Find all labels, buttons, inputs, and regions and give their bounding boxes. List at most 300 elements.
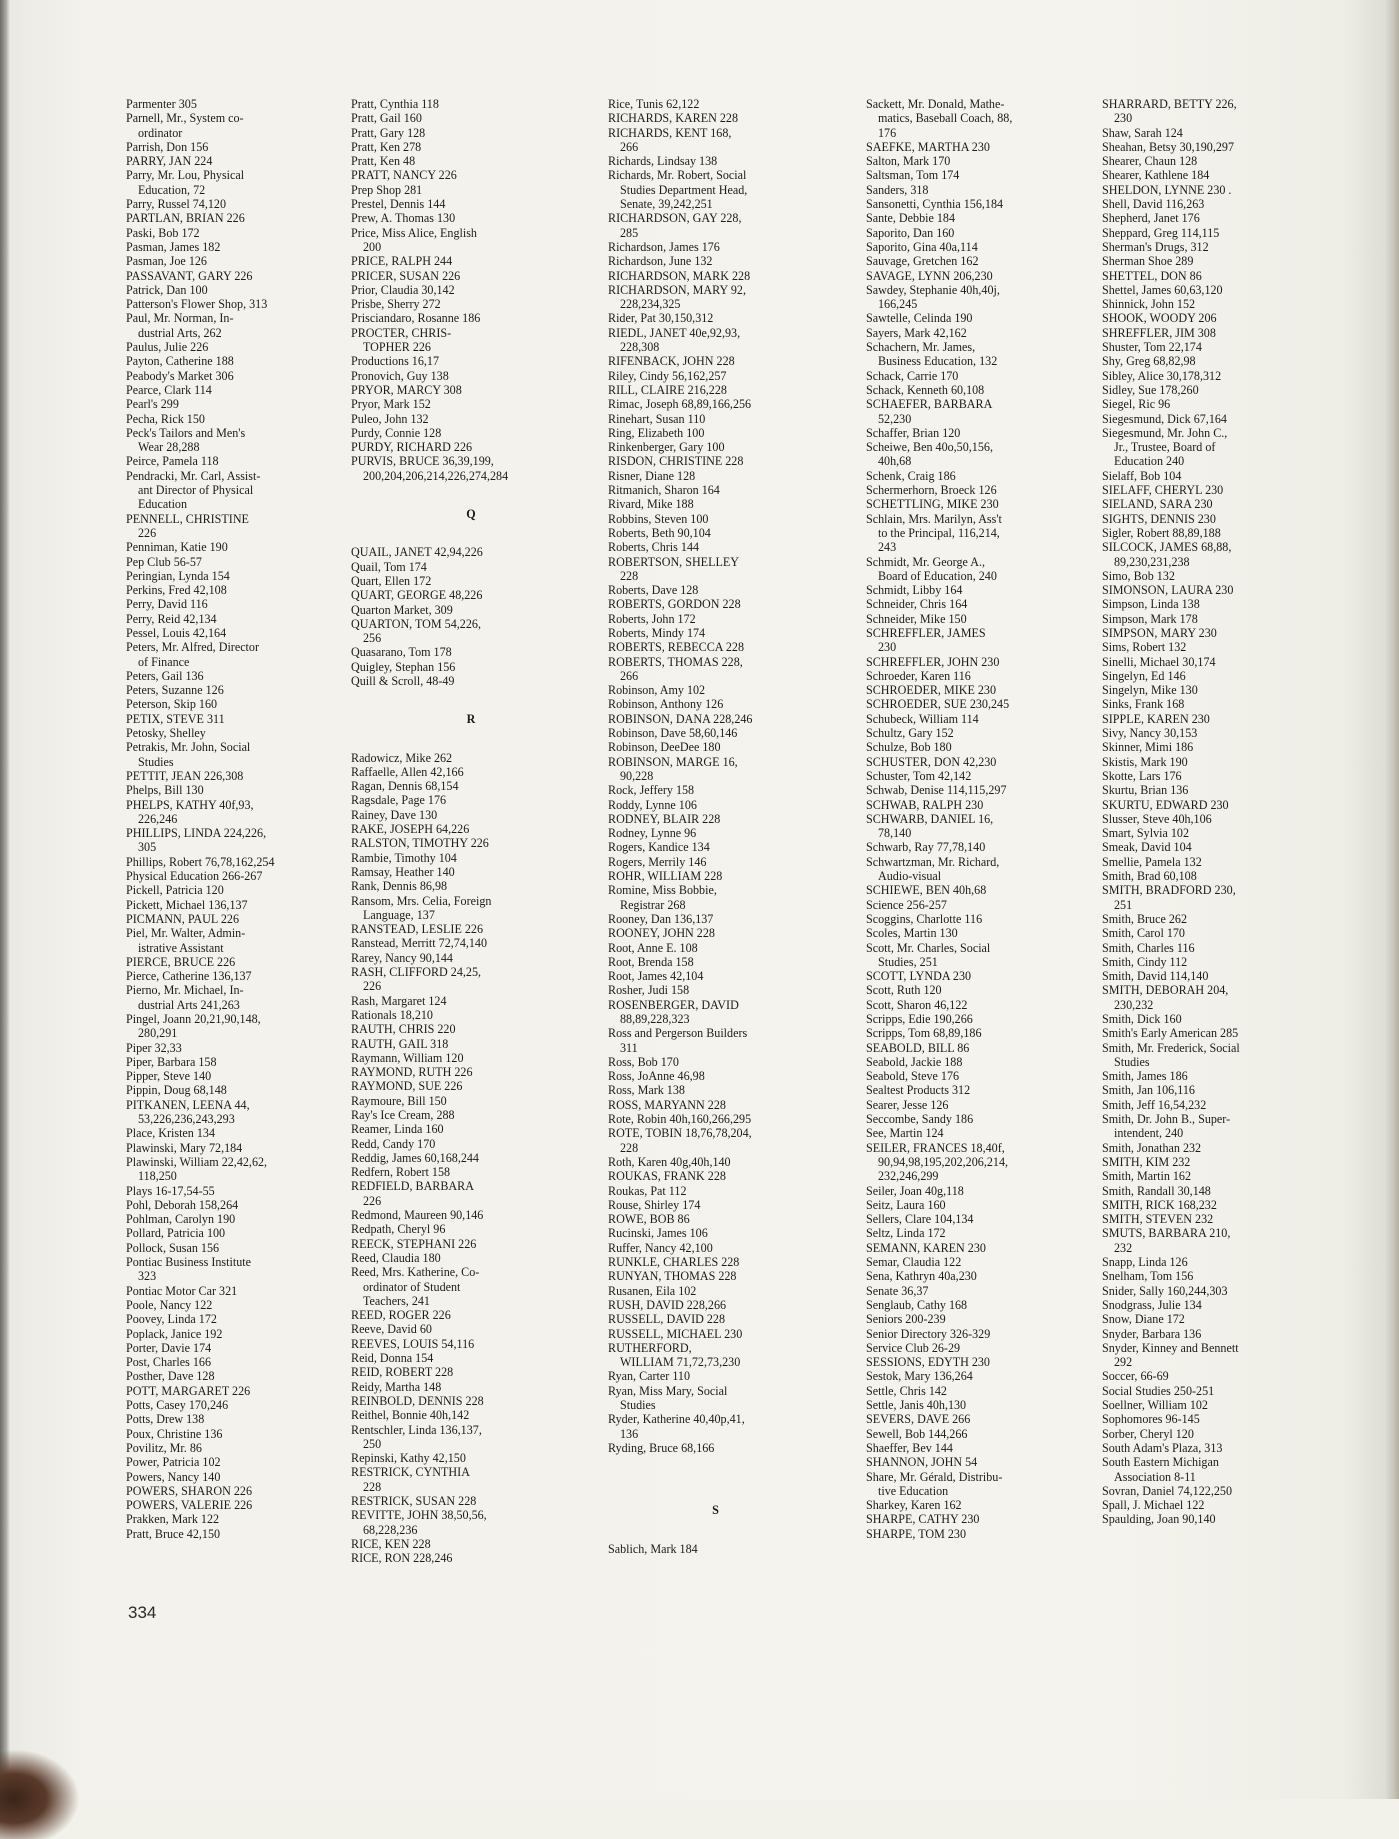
index-entry: Seiler, Joan 40g,118 bbox=[866, 1183, 964, 1198]
index-entry: Schlain, Mrs. Marilyn, Ass't bbox=[866, 511, 1002, 526]
index-entry: RILL, CLAIRE 216,228 bbox=[608, 382, 727, 397]
index-entry-continuation: 90,228 bbox=[620, 768, 654, 783]
index-entry: Science 256-257 bbox=[866, 897, 947, 912]
index-entry: Pratt, Ken 48 bbox=[351, 154, 416, 169]
index-entry: SHOOK, WOODY 206 bbox=[1102, 311, 1217, 326]
index-entry: Simo, Bob 132 bbox=[1102, 568, 1175, 583]
index-entry: Poole, Nancy 122 bbox=[126, 1297, 213, 1312]
index-entry: Patrick, Dan 100 bbox=[126, 282, 208, 297]
index-entry: Romine, Miss Bobbie, bbox=[608, 883, 717, 898]
index-entry: Rambie, Timothy 104 bbox=[351, 850, 457, 865]
index-entry-continuation: TOPHER 226 bbox=[363, 340, 431, 355]
index-entry: Rogers, Merrily 146 bbox=[608, 854, 707, 869]
index-entry: Saltsman, Tom 174 bbox=[866, 168, 960, 183]
index-entry-continuation: intendent, 240 bbox=[1114, 1126, 1184, 1141]
index-entry: PASSAVANT, GARY 226 bbox=[126, 268, 253, 283]
index-entry: Roberts, John 172 bbox=[608, 611, 696, 626]
index-entry: Redd, Candy 170 bbox=[351, 1136, 436, 1151]
index-entry-continuation: 53,226,236,243,293 bbox=[138, 1112, 235, 1127]
index-entry: SKURTU, EDWARD 230 bbox=[1102, 797, 1229, 812]
index-column-2 bbox=[351, 97, 591, 1566]
index-entry: Roberts, Beth 90,104 bbox=[608, 525, 711, 540]
index-entry: Perry, Reid 42,134 bbox=[126, 611, 217, 626]
index-entry: Skistis, Mark 190 bbox=[1102, 754, 1188, 769]
index-entry: SAEFKE, MARTHA 230 bbox=[866, 139, 990, 154]
index-entry-continuation: WILLIAM 71,72,73,230 bbox=[620, 1355, 741, 1370]
index-entry: Reeve, David 60 bbox=[351, 1322, 432, 1337]
index-entry: Rogers, Kandice 134 bbox=[608, 840, 710, 855]
index-entry: South Adam's Plaza, 313 bbox=[1102, 1440, 1223, 1455]
index-entry: Spall, J. Michael 122 bbox=[1102, 1498, 1205, 1513]
index-entry: Sauvage, Gretchen 162 bbox=[866, 254, 979, 269]
index-entry: SEVERS, DAVE 266 bbox=[866, 1412, 971, 1427]
index-entry: Skurtu, Brian 136 bbox=[1102, 783, 1189, 798]
index-entry: Payton, Catherine 188 bbox=[126, 354, 234, 369]
index-entry: Schroeder, Karen 116 bbox=[866, 668, 971, 683]
index-entry: Soellner, William 102 bbox=[1102, 1398, 1208, 1413]
index-entry: Share, Mr. Gérald, Distribu- bbox=[866, 1469, 1003, 1484]
index-entry: Pollard, Patricia 100 bbox=[126, 1226, 226, 1241]
index-entry-continuation: Studies Department Head, bbox=[620, 182, 748, 197]
index-entry: ROHR, WILLIAM 228 bbox=[608, 869, 723, 884]
index-entry: RISDON, CHRISTINE 228 bbox=[608, 454, 744, 469]
index-entry: Phelps, Bill 130 bbox=[126, 783, 204, 798]
index-entry: Redpath, Cheryl 96 bbox=[351, 1222, 446, 1237]
index-entry: See, Martin 124 bbox=[866, 1126, 944, 1141]
index-entry: Schack, Carrie 170 bbox=[866, 368, 959, 383]
index-entry: Sims, Robert 132 bbox=[1102, 640, 1187, 655]
index-entry-continuation: 52,230 bbox=[878, 411, 912, 426]
index-entry: Root, James 42,104 bbox=[608, 969, 704, 984]
index-entry: Richards, Lindsay 138 bbox=[608, 154, 718, 169]
index-entry: Snider, Sally 160,244,303 bbox=[1102, 1283, 1228, 1298]
index-entry: RESTRICK, SUSAN 228 bbox=[351, 1494, 477, 1509]
index-entry: Pipper, Steve 140 bbox=[126, 1069, 212, 1084]
index-entry: Schenk, Craig 186 bbox=[866, 468, 956, 483]
index-entry: RUNKLE, CHARLES 228 bbox=[608, 1255, 740, 1270]
index-entry: Schmidt, Libby 164 bbox=[866, 583, 963, 598]
index-entry: PENNELL, CHRISTINE bbox=[126, 511, 249, 526]
spacer bbox=[608, 1455, 823, 1467]
index-entry-continuation: 251 bbox=[1114, 897, 1133, 912]
index-entry: Smith, Randall 30,148 bbox=[1102, 1183, 1211, 1198]
index-entry-continuation: Jr., Trustee, Board of bbox=[1114, 440, 1216, 455]
index-entry: Parry, Russel 74,120 bbox=[126, 197, 226, 212]
index-entry: Scheiwe, Ben 40o,50,156, bbox=[866, 440, 993, 455]
index-entry: Scripps, Edie 190,266 bbox=[866, 1012, 973, 1026]
index-entry: Sablich, Mark 184 bbox=[608, 1541, 698, 1556]
index-entry-continuation: Studies, 251 bbox=[878, 954, 938, 969]
index-entry: RODNEY, BLAIR 228 bbox=[608, 811, 721, 826]
index-entry: Ring, Elizabeth 100 bbox=[608, 425, 705, 440]
index-entry: Plawinski, Mary 72,184 bbox=[126, 1140, 243, 1155]
index-entry-continuation: Studies bbox=[138, 754, 174, 769]
index-entry: Ross and Pergerson Builders bbox=[608, 1026, 748, 1041]
index-entry-continuation: Language, 137 bbox=[363, 907, 435, 922]
index-entry: Phillips, Robert 76,78,162,254 bbox=[126, 854, 275, 869]
index-entry-continuation: 226,246 bbox=[138, 811, 178, 826]
index-entry: Plays 16-17,54-55 bbox=[126, 1183, 215, 1198]
index-entry: SCHROEDER, MIKE 230 bbox=[866, 683, 997, 698]
index-entry: Smeak, David 104 bbox=[1102, 840, 1192, 855]
index-entry: Rote, Robin 40h,160,266,295 bbox=[608, 1112, 752, 1127]
index-entry: Robbins, Steven 100 bbox=[608, 511, 709, 526]
index-entry: Smith, Dr. John B., Super- bbox=[1102, 1112, 1231, 1127]
index-entry: Simpson, Mark 178 bbox=[1102, 611, 1198, 626]
index-entry: SCHETTLING, MIKE 230 bbox=[866, 497, 999, 512]
index-entry-continuation: 305 bbox=[138, 840, 157, 855]
index-entry: Prior, Claudia 30,142 bbox=[351, 282, 455, 297]
index-entry: Sayers, Mark 42,162 bbox=[866, 325, 967, 340]
index-entry: SMUTS, BARBARA 210, bbox=[1102, 1226, 1231, 1241]
index-entry: SCHAEFER, BARBARA bbox=[866, 397, 993, 412]
index-entry: PIERCE, BRUCE 226 bbox=[126, 954, 236, 969]
corner-stain bbox=[0, 1749, 80, 1839]
index-entry: SEABOLD, BILL 86 bbox=[866, 1040, 970, 1055]
index-entry-continuation: 228,308 bbox=[620, 340, 660, 355]
index-entry-continuation: Registrar 268 bbox=[620, 897, 686, 912]
index-entry: Rosher, Judi 158 bbox=[608, 983, 690, 998]
index-entry: Repinski, Kathy 42,150 bbox=[351, 1451, 466, 1466]
section-letter-heading: R bbox=[466, 712, 476, 727]
index-entry: Rivard, Mike 188 bbox=[608, 497, 694, 512]
index-entry: Seniors 200-239 bbox=[866, 1312, 946, 1327]
index-entry-continuation: 228 bbox=[620, 1140, 639, 1155]
index-entry: Pratt, Bruce 42,150 bbox=[126, 1526, 221, 1541]
index-entry: Smith, Jeff 16,54,232 bbox=[1102, 1097, 1207, 1112]
index-entry: Snyder, Barbara 136 bbox=[1102, 1326, 1202, 1341]
index-entry: Rinehart, Susan 110 bbox=[608, 411, 706, 426]
index-entry: Pontiac Business Institute bbox=[126, 1255, 251, 1270]
index-entry: Raffaelle, Allen 42,166 bbox=[351, 764, 464, 779]
index-entry-continuation: Senate, 39,242,251 bbox=[620, 197, 713, 212]
index-entry: Rider, Pat 30,150,312 bbox=[608, 311, 714, 326]
index-entry: Purdy, Connie 128 bbox=[351, 425, 442, 440]
index-entry: Risner, Diane 128 bbox=[608, 468, 696, 483]
index-entry: Simpson, Linda 138 bbox=[1102, 597, 1200, 612]
index-entry: Schack, Kenneth 60,108 bbox=[866, 382, 985, 397]
index-entry: Pratt, Gary 128 bbox=[351, 125, 426, 140]
index-entry: Parmenter 305 bbox=[126, 97, 197, 111]
index-entry: Snow, Diane 172 bbox=[1102, 1312, 1185, 1327]
index-entry: Pronovich, Guy 138 bbox=[351, 368, 449, 383]
index-entry: RIFENBACK, JOHN 228 bbox=[608, 354, 735, 369]
index-entry: PARTLAN, BRIAN 226 bbox=[126, 211, 245, 226]
index-entry: Schulze, Bob 180 bbox=[866, 740, 952, 755]
index-entry: Sinelli, Michael 30,174 bbox=[1102, 654, 1216, 669]
index-entry: SEILER, FRANCES 18,40f, bbox=[866, 1140, 1005, 1155]
index-entry: Skinner, Mimi 186 bbox=[1102, 740, 1194, 755]
index-entry: Petrakis, Mr. John, Social bbox=[126, 740, 251, 755]
index-entry: SHETTEL, DON 86 bbox=[1102, 268, 1202, 283]
index-entry: Sealtest Products 312 bbox=[866, 1083, 971, 1098]
index-entry: Ross, Mark 138 bbox=[608, 1083, 685, 1098]
index-entry: Pratt, Gail 160 bbox=[351, 111, 422, 126]
section-letter-heading: Q bbox=[466, 507, 476, 522]
index-entry: Salton, Mark 170 bbox=[866, 154, 951, 169]
index-entry: Scott, Mr. Charles, Social bbox=[866, 940, 991, 955]
index-entry: Prisbe, Sherry 272 bbox=[351, 297, 441, 312]
index-entry: Riley, Cindy 56,162,257 bbox=[608, 368, 727, 383]
index-entry: Rucinski, James 106 bbox=[608, 1226, 708, 1241]
index-entry: Ragsdale, Page 176 bbox=[351, 793, 447, 808]
index-entry: PITKANEN, LEENA 44, bbox=[126, 1097, 250, 1112]
index-entry: SHARPE, TOM 230 bbox=[866, 1526, 967, 1541]
index-entry: ROBINSON, MARGE 16, bbox=[608, 754, 738, 769]
index-entry: PRICER, SUSAN 226 bbox=[351, 268, 461, 283]
index-entry-continuation: Teachers, 241 bbox=[363, 1293, 430, 1308]
index-entry-continuation: ant Director of Physical bbox=[138, 483, 254, 498]
index-entry: Porter, Davie 174 bbox=[126, 1340, 212, 1355]
index-entry: Sigler, Robert 88,89,188 bbox=[1102, 525, 1221, 540]
index-entry: Scoggins, Charlotte 116 bbox=[866, 911, 983, 926]
index-entry: Parrish, Don 156 bbox=[126, 139, 209, 154]
index-entry-continuation: 280,291 bbox=[138, 1026, 178, 1041]
index-entry-continuation: Education 240 bbox=[1114, 454, 1185, 469]
index-entry-continuation: 292 bbox=[1114, 1355, 1133, 1370]
index-entry: Penniman, Katie 190 bbox=[126, 540, 228, 555]
index-entry: ROBERTS, REBECCA 228 bbox=[608, 640, 745, 655]
index-entry: Schaffer, Brian 120 bbox=[866, 425, 961, 440]
index-entry: Sibley, Alice 30,178,312 bbox=[1102, 368, 1222, 383]
index-entry: SMITH, STEVEN 232 bbox=[1102, 1212, 1214, 1227]
index-entry: Sackett, Mr. Donald, Mathe- bbox=[866, 97, 1005, 111]
index-entry: ROBERTS, THOMAS 228, bbox=[608, 654, 743, 669]
index-entry: Sherman Shoe 289 bbox=[1102, 254, 1194, 269]
index-entry: RUTHERFORD, bbox=[608, 1340, 692, 1355]
index-entry: Scott, Sharon 46,122 bbox=[866, 997, 968, 1012]
index-entry: Shettel, James 60,63,120 bbox=[1102, 282, 1223, 297]
index-entry-continuation: 266 bbox=[620, 139, 639, 154]
index-entry: Shaeffer, Bev 144 bbox=[866, 1440, 953, 1455]
index-entry: Root, Brenda 158 bbox=[608, 954, 694, 969]
index-entry: SCOTT, LYNDA 230 bbox=[866, 969, 972, 984]
index-entry: PRATT, NANCY 226 bbox=[351, 168, 457, 183]
index-entry: Robinson, Anthony 126 bbox=[608, 697, 724, 712]
index-entry: Puleo, John 132 bbox=[351, 411, 429, 426]
page-number: 334 bbox=[128, 1603, 157, 1622]
index-entry: Sovran, Daniel 74,122,250 bbox=[1102, 1483, 1232, 1498]
index-entry-continuation: ordinator of Student bbox=[363, 1279, 461, 1294]
index-entry: Sheahan, Betsy 30,190,297 bbox=[1102, 139, 1235, 154]
index-entry: RALSTON, TIMOTHY 226 bbox=[351, 836, 489, 851]
index-entry-continuation: Wear 28,288 bbox=[138, 440, 200, 455]
index-entry: Siegel, Ric 96 bbox=[1102, 397, 1171, 412]
index-entry: Shell, David 116,263 bbox=[1102, 197, 1205, 212]
index-entry: SHANNON, JOHN 54 bbox=[866, 1455, 978, 1470]
index-entry: RICHARDSON, MARK 228 bbox=[608, 268, 751, 283]
index-entry: RICHARDSON, MARY 92, bbox=[608, 282, 746, 297]
index-entry: Schubeck, William 114 bbox=[866, 711, 979, 726]
index-entry: Perry, David 116 bbox=[126, 597, 208, 612]
index-entry: Singelyn, Mike 130 bbox=[1102, 683, 1198, 698]
index-entry: Perkins, Fred 42,108 bbox=[126, 583, 227, 598]
index-entry: Ryder, Katherine 40,40p,41, bbox=[608, 1412, 745, 1427]
index-entry: Quill & Scroll, 48-49 bbox=[351, 673, 455, 688]
index-entry: Prisciandaro, Rosanne 186 bbox=[351, 311, 481, 326]
index-entry: Quarton Market, 309 bbox=[351, 602, 453, 617]
index-entry: PRYOR, MARCY 308 bbox=[351, 382, 462, 397]
index-entry: Ragan, Dennis 68,154 bbox=[351, 779, 459, 794]
index-entry: Rank, Dennis 86,98 bbox=[351, 879, 448, 894]
index-entry: Sherman's Drugs, 312 bbox=[1102, 239, 1209, 254]
index-entry: RESTRICK, CYNTHIA bbox=[351, 1465, 470, 1480]
index-entry: Smith, Charles 116 bbox=[1102, 940, 1195, 955]
index-entry-continuation: 230 bbox=[878, 640, 897, 655]
index-entry: ROUKAS, FRANK 228 bbox=[608, 1169, 726, 1184]
index-entry: Rooney, Dan 136,137 bbox=[608, 911, 714, 926]
index-entry: RAUTH, CHRIS 220 bbox=[351, 1022, 456, 1037]
index-entry: RICHARDSON, GAY 228, bbox=[608, 211, 742, 226]
index-entry: Peters, Gail 136 bbox=[126, 668, 204, 683]
index-entry: Pontiac Motor Car 321 bbox=[126, 1283, 238, 1298]
index-entry: Prew, A. Thomas 130 bbox=[351, 211, 456, 226]
index-entry: Sielaff, Bob 104 bbox=[1102, 468, 1182, 483]
index-entry-continuation: of Finance bbox=[138, 654, 190, 669]
index-entry-continuation: to the Principal, 116,214, bbox=[878, 525, 1000, 540]
index-entry: QUAIL, JANET 42,94,226 bbox=[351, 545, 483, 560]
index-entry: Seitz, Laura 160 bbox=[866, 1197, 946, 1212]
index-entry: Ramsay, Heather 140 bbox=[351, 864, 455, 879]
index-entry: Rimac, Joseph 68,89,166,256 bbox=[608, 397, 752, 412]
index-entry-continuation: 226 bbox=[363, 979, 382, 994]
index-entry: Smith, Jonathan 232 bbox=[1102, 1140, 1202, 1155]
index-entry: Poplack, Janice 192 bbox=[126, 1326, 223, 1341]
index-entry: Sewell, Bob 144,266 bbox=[866, 1426, 968, 1441]
index-entry-continuation: dustrial Arts, 262 bbox=[138, 325, 222, 340]
index-entry: Smith, Dick 160 bbox=[1102, 1012, 1182, 1026]
index-entry: Ransom, Mrs. Celia, Foreign bbox=[351, 893, 492, 908]
index-entry: Quart, Ellen 172 bbox=[351, 573, 432, 588]
index-entry: Raymann, William 120 bbox=[351, 1050, 464, 1065]
index-entry: PARRY, JAN 224 bbox=[126, 154, 213, 169]
index-entry-continuation: 176 bbox=[878, 125, 897, 140]
index-entry: Peters, Mr. Alfred, Director bbox=[126, 640, 259, 655]
index-entry: Reddig, James 60,168,244 bbox=[351, 1150, 479, 1165]
index-entry: Shearer, Kathlene 184 bbox=[1102, 168, 1210, 183]
index-entry: ROBINSON, DANA 228,246 bbox=[608, 711, 753, 726]
index-entry: SHELDON, LYNNE 230 . bbox=[1102, 182, 1232, 197]
index-entry: RICHARDS, KENT 168, bbox=[608, 125, 732, 140]
index-entry: Sena, Kathryn 40a,230 bbox=[866, 1269, 977, 1284]
index-entry-continuation: matics, Baseball Coach, 88, bbox=[878, 111, 1013, 126]
index-entry: Patterson's Flower Shop, 313 bbox=[126, 297, 268, 312]
index-entry: Sinks, Frank 168 bbox=[1102, 697, 1185, 712]
index-entry: SEMANN, KAREN 230 bbox=[866, 1240, 986, 1255]
index-entry: Pingel, Joann 20,21,90,148, bbox=[126, 1012, 261, 1026]
spacer bbox=[351, 483, 591, 495]
index-entry-continuation: Studies bbox=[1114, 1054, 1150, 1069]
index-entry: Ritmanich, Sharon 164 bbox=[608, 483, 720, 498]
index-entry-continuation: dustrial Arts 241,263 bbox=[138, 997, 240, 1012]
index-entry: Smith, Carol 170 bbox=[1102, 926, 1185, 941]
index-entry: Potts, Drew 138 bbox=[126, 1412, 205, 1427]
index-entry: Shepherd, Janet 176 bbox=[1102, 211, 1200, 226]
index-entry: Rarey, Nancy 90,144 bbox=[351, 950, 453, 965]
spacer bbox=[608, 1530, 823, 1542]
index-entry: Posther, Dave 128 bbox=[126, 1369, 215, 1384]
index-entry: Rinkenberger, Gary 100 bbox=[608, 440, 725, 455]
book-spine-shadow bbox=[0, 0, 10, 1799]
index-entry: Senglaub, Cathy 168 bbox=[866, 1297, 968, 1312]
index-entry-continuation: 78,140 bbox=[878, 826, 912, 841]
index-entry: Seabold, Steve 176 bbox=[866, 1069, 960, 1084]
index-entry: Smith, Brad 60,108 bbox=[1102, 869, 1197, 884]
index-entry: Sellers, Clare 104,134 bbox=[866, 1212, 974, 1227]
index-entry: Reidy, Martha 148 bbox=[351, 1379, 442, 1394]
index-entry: South Eastern Michigan bbox=[1102, 1455, 1219, 1470]
index-entry: Pierno, Mr. Michael, In- bbox=[126, 983, 244, 998]
index-entry: Slusser, Steve 40h,106 bbox=[1102, 811, 1212, 826]
index-entry: RUSSELL, DAVID 228 bbox=[608, 1312, 726, 1327]
index-entry: Richards, Mr. Robert, Social bbox=[608, 168, 747, 183]
index-entry: Sidley, Sue 178,260 bbox=[1102, 382, 1199, 397]
index-entry-continuation: 311 bbox=[620, 1040, 638, 1055]
index-entry: Roddy, Lynne 106 bbox=[608, 797, 697, 812]
index-entry: Radowicz, Mike 262 bbox=[351, 750, 453, 765]
index-entry-continuation: 200,204,206,214,226,274,284 bbox=[363, 468, 509, 483]
index-entry: Scripps, Tom 68,89,186 bbox=[866, 1026, 982, 1041]
index-entry-continuation: 89,230,231,238 bbox=[1114, 554, 1190, 569]
index-entry: SMITH, KIM 232 bbox=[1102, 1154, 1191, 1169]
index-entry: POTT, MARGARET 226 bbox=[126, 1383, 251, 1398]
index-entry: Potts, Casey 170,246 bbox=[126, 1398, 229, 1413]
index-entry-continuation: 90,94,98,195,202,206,214, bbox=[878, 1154, 1009, 1169]
index-entry: SMITH, RICK 168,232 bbox=[1102, 1197, 1217, 1212]
index-entry: Peck's Tailors and Men's bbox=[126, 425, 246, 440]
index-entry: Paul, Mr. Norman, In- bbox=[126, 311, 234, 326]
index-entry: Rodney, Lynne 96 bbox=[608, 826, 697, 841]
index-entry: Reamer, Linda 160 bbox=[351, 1122, 444, 1137]
index-entry: ROBERTSON, SHELLEY bbox=[608, 554, 739, 569]
index-entry: Schneider, Mike 150 bbox=[866, 611, 967, 626]
index-entry: Roth, Karen 40g,40h,140 bbox=[608, 1154, 731, 1169]
index-entry: Pecha, Rick 150 bbox=[126, 411, 205, 426]
index-entry: Saporito, Dan 160 bbox=[866, 225, 955, 240]
index-entry: Sanders, 318 bbox=[866, 182, 929, 197]
index-entry: SHARRARD, BETTY 226, bbox=[1102, 97, 1237, 111]
index-entry: Schuster, Tom 42,142 bbox=[866, 768, 972, 783]
index-entry: Redfern, Robert 158 bbox=[351, 1165, 451, 1180]
index-entry-continuation: 266 bbox=[620, 668, 639, 683]
index-entry: REED, ROGER 226 bbox=[351, 1308, 451, 1323]
index-entry-continuation: ordinator bbox=[138, 125, 183, 140]
index-entry: Rainey, Dave 130 bbox=[351, 807, 438, 822]
index-entry: Productions 16,17 bbox=[351, 354, 440, 369]
index-entry: RUSSELL, MICHAEL 230 bbox=[608, 1326, 743, 1341]
index-entry: Peringian, Lynda 154 bbox=[126, 568, 230, 583]
index-entry: Semar, Claudia 122 bbox=[866, 1255, 962, 1270]
index-entry: Robinson, Dave 58,60,146 bbox=[608, 726, 738, 741]
index-entry: REDFIELD, BARBARA bbox=[351, 1179, 474, 1194]
index-entry: Peirce, Pamela 118 bbox=[126, 454, 219, 469]
index-entry: SCHWAB, RALPH 230 bbox=[866, 797, 984, 812]
index-entry: Smellie, Pamela 132 bbox=[1102, 854, 1202, 869]
index-entry-continuation: 166,245 bbox=[878, 297, 918, 312]
index-entry: RAYMOND, SUE 226 bbox=[351, 1079, 463, 1094]
index-entry: SIELAFF, CHERYL 230 bbox=[1102, 483, 1224, 498]
index-entry-continuation: Education, 72 bbox=[138, 182, 206, 197]
index-entry-continuation: 285 bbox=[620, 225, 639, 240]
index-entry: PETTIT, JEAN 226,308 bbox=[126, 768, 244, 783]
page-edge-shadow bbox=[1385, 0, 1399, 1799]
index-entry: Saporito, Gina 40a,114 bbox=[866, 239, 978, 254]
index-entry: Redmond, Maureen 90,146 bbox=[351, 1208, 484, 1223]
index-column-5 bbox=[1102, 97, 1337, 1527]
index-entry: SHARPE, CATHY 230 bbox=[866, 1512, 980, 1527]
index-entry: Peters, Suzanne 126 bbox=[126, 683, 224, 698]
index-entry: RIEDL, JANET 40e,92,93, bbox=[608, 325, 741, 340]
